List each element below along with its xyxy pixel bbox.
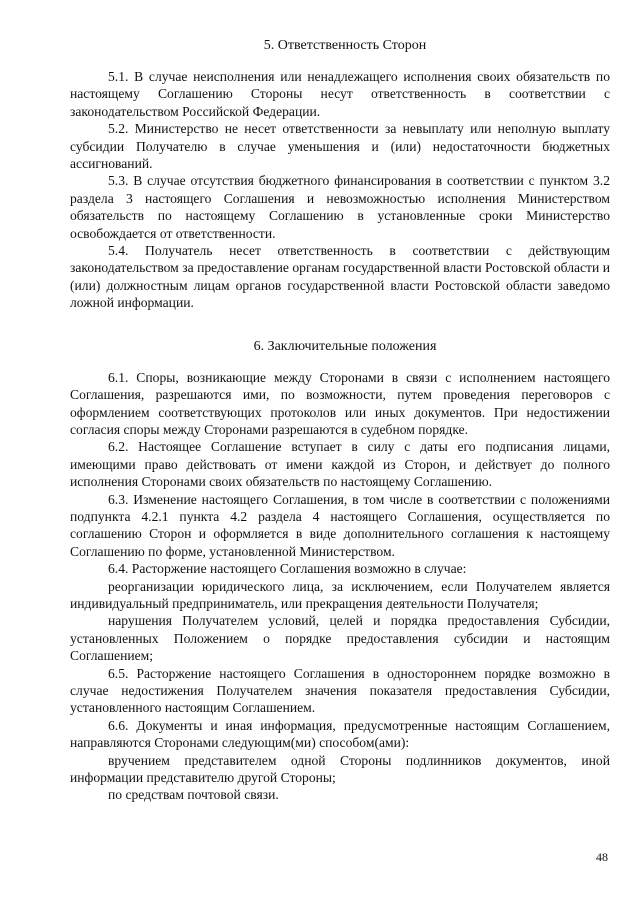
paragraph-6-4-item-reorganization: реорганизации юридического лица, за исключением, если Получателем является индивидуальный предприниматель, или прекращения деятельности Получателя; (70, 578, 610, 611)
paragraph-6-5: 6.5. Расторжение настоящего Соглашения в одностороннем порядке возможно в случае недостижения Получателем значения показателя предоставления Субсидии, установленного настоящим Соглашением. (70, 665, 610, 716)
paragraph-6-6: 6.6. Документы и иная информация, предусмотренные настоящим Соглашением, направляются Сторонами следующим(ми) способом(ами): (70, 717, 610, 751)
paragraph-6-2: 6.2. Настоящее Соглашение вступает в силу с даты его подписания лицами, имеющими право действовать от имени каждой из Сторон, и действует до полного исполнения Сторонами своих обязательств по настоящему Соглашению. (70, 439, 610, 490)
paragraph-6-1: 6.1. Споры, возникающие между Сторонами в связи с исполнением настоящего Соглашения, разрешаются ими, по возможности, путем проведения переговоров с оформлением соответствующих протоколов или иных документов. При недостижении согласия споры между Сторонами разрешаются в судебном порядке. (70, 369, 610, 437)
paragraph-6-4: 6.4. Расторжение настоящего Соглашения возможно в случае: (108, 561, 467, 577)
paragraph-6-3: 6.3. Изменение настоящего Соглашения, в том числе в соответствии с положениями подпункта 4.2.1 пункта 4.2 раздела 4 настоящего Соглашения, осуществляется по соглашению Сторон и оформляется в виде дополнительного соглашения к настоящему Соглашению по форме, установленной Министерством. (70, 491, 610, 559)
paragraph-5-2: 5.2. Министерство не несет ответственности за невыплату или неполную выплату субсидии Получателю в случае уменьшения и (или) недостаточности бюджетных ассигнований. (70, 121, 610, 172)
section-5-title: 5. Ответственность Сторон (263, 38, 427, 53)
paragraph-6-6-item-delivery: вручением представителем одной Стороны подлинников документов, иной информации представителю другой Стороны; (70, 752, 610, 786)
paragraph-5-3: 5.3. В случае отсутствия бюджетного финансирования в соответствии с пунктом 3.2 раздела 3 настоящего Соглашения и невозможностью исполнения Министерством обязательств по настоящему Соглашению в установленные сроки Министерство освобождается от ответственности. (70, 173, 610, 241)
paragraph-6-6-item-post: по средствам почтовой связи. (108, 787, 279, 803)
section-6-title: 6. Заключительные положения (253, 338, 437, 354)
paragraph-6-4-item-violation: нарушения Получателем условий, целей и порядка предоставления Субсидии, установленных Положением о порядке предоставления субсидии и настоящим Соглашением; (70, 613, 610, 664)
paragraph-5-4: 5.4. Получатель несет ответственность в соответствии с действующим законодательством за предоставление органам государственной власти Ростовской области и (или) должностным лицам органов государственной власти Ростовской области заведомо ложной информации. (70, 243, 610, 311)
paragraph-5-1: 5.1. В случае неисполнения или ненадлежащего исполнения своих обязательств по настоящему Соглашению Стороны несут ответственность в соответствии с законодательством Российской Федерации. (70, 69, 610, 119)
page-number: 48 (596, 850, 608, 864)
